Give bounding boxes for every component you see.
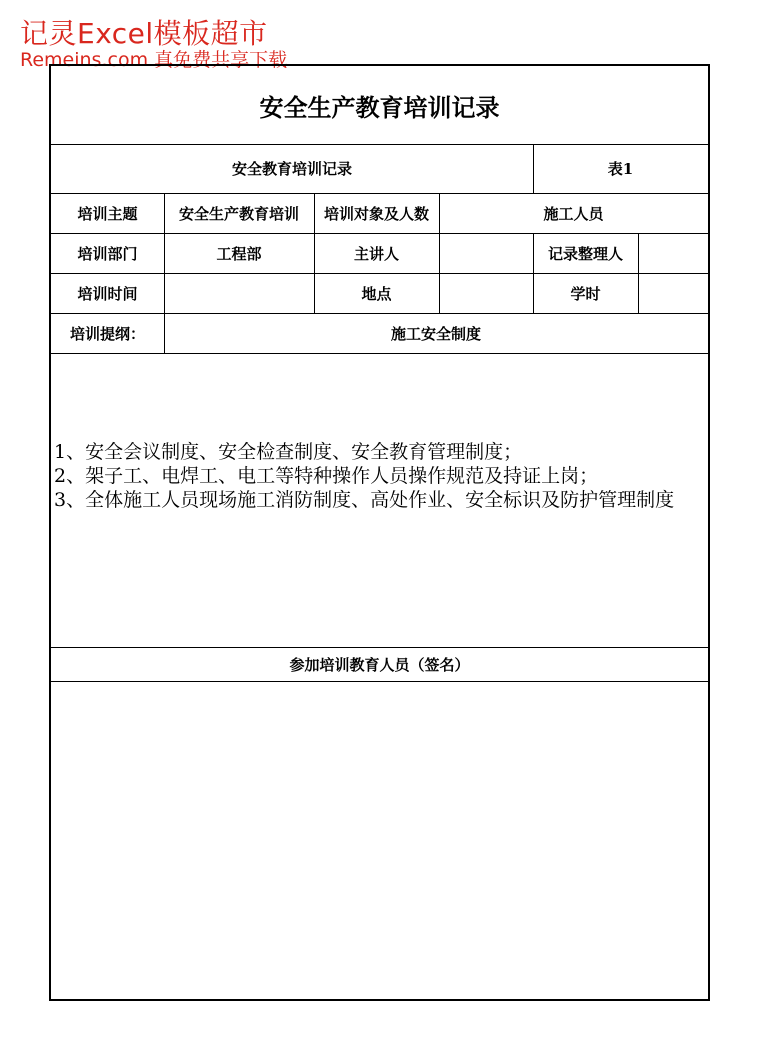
outline-value[interactable]: 施工安全制度	[390, 324, 481, 343]
topic-label: 培训主题	[77, 204, 138, 223]
content-line: 2、架子工、电焊工、电工等特种操作人员操作规范及持证上岗；	[54, 465, 599, 487]
speaker-label: 主讲人	[353, 244, 399, 263]
hours-label: 学时	[570, 284, 601, 303]
place-label: 地点	[361, 284, 392, 303]
signature-area[interactable]	[51, 681, 708, 999]
audience-label: 培训对象及人数	[323, 204, 429, 223]
watermark-title: 记灵Excel模板超市	[20, 17, 268, 50]
watermark	[20, 17, 288, 71]
form-title: 安全生产教育培训记录	[259, 92, 500, 122]
hours-value[interactable]	[638, 273, 708, 313]
watermark-subtitle: Remeins.com 真免费共享下载	[20, 49, 288, 71]
content-line: 3、全体施工人员现场施工消防制度、高处作业、安全标识及防护管理制度	[54, 489, 675, 511]
signature-label: 参加培训教育人员（签名）	[289, 655, 470, 674]
outline-label: 培训提纲：	[69, 324, 145, 343]
place-value[interactable]	[439, 273, 533, 313]
form-subtitle: 安全教育培训记录	[231, 160, 352, 178]
time-value[interactable]	[164, 273, 314, 313]
training-content-block[interactable]	[54, 440, 706, 512]
content-line: 1、安全会议制度、安全检查制度、安全教育管理制度；	[54, 441, 523, 463]
recorder-label: 记录整理人	[547, 244, 623, 263]
training-record-form	[49, 64, 710, 1001]
department-value[interactable]: 工程部	[216, 244, 262, 263]
topic-value[interactable]: 安全生产教育培训	[178, 204, 299, 223]
department-label: 培训部门	[77, 244, 138, 263]
table-number: 表1	[607, 160, 634, 178]
speaker-value[interactable]	[439, 233, 533, 273]
time-label: 培训时间	[77, 284, 138, 303]
audience-value[interactable]: 施工人员	[543, 204, 604, 223]
grid-line	[51, 353, 708, 354]
recorder-value[interactable]	[638, 233, 708, 273]
